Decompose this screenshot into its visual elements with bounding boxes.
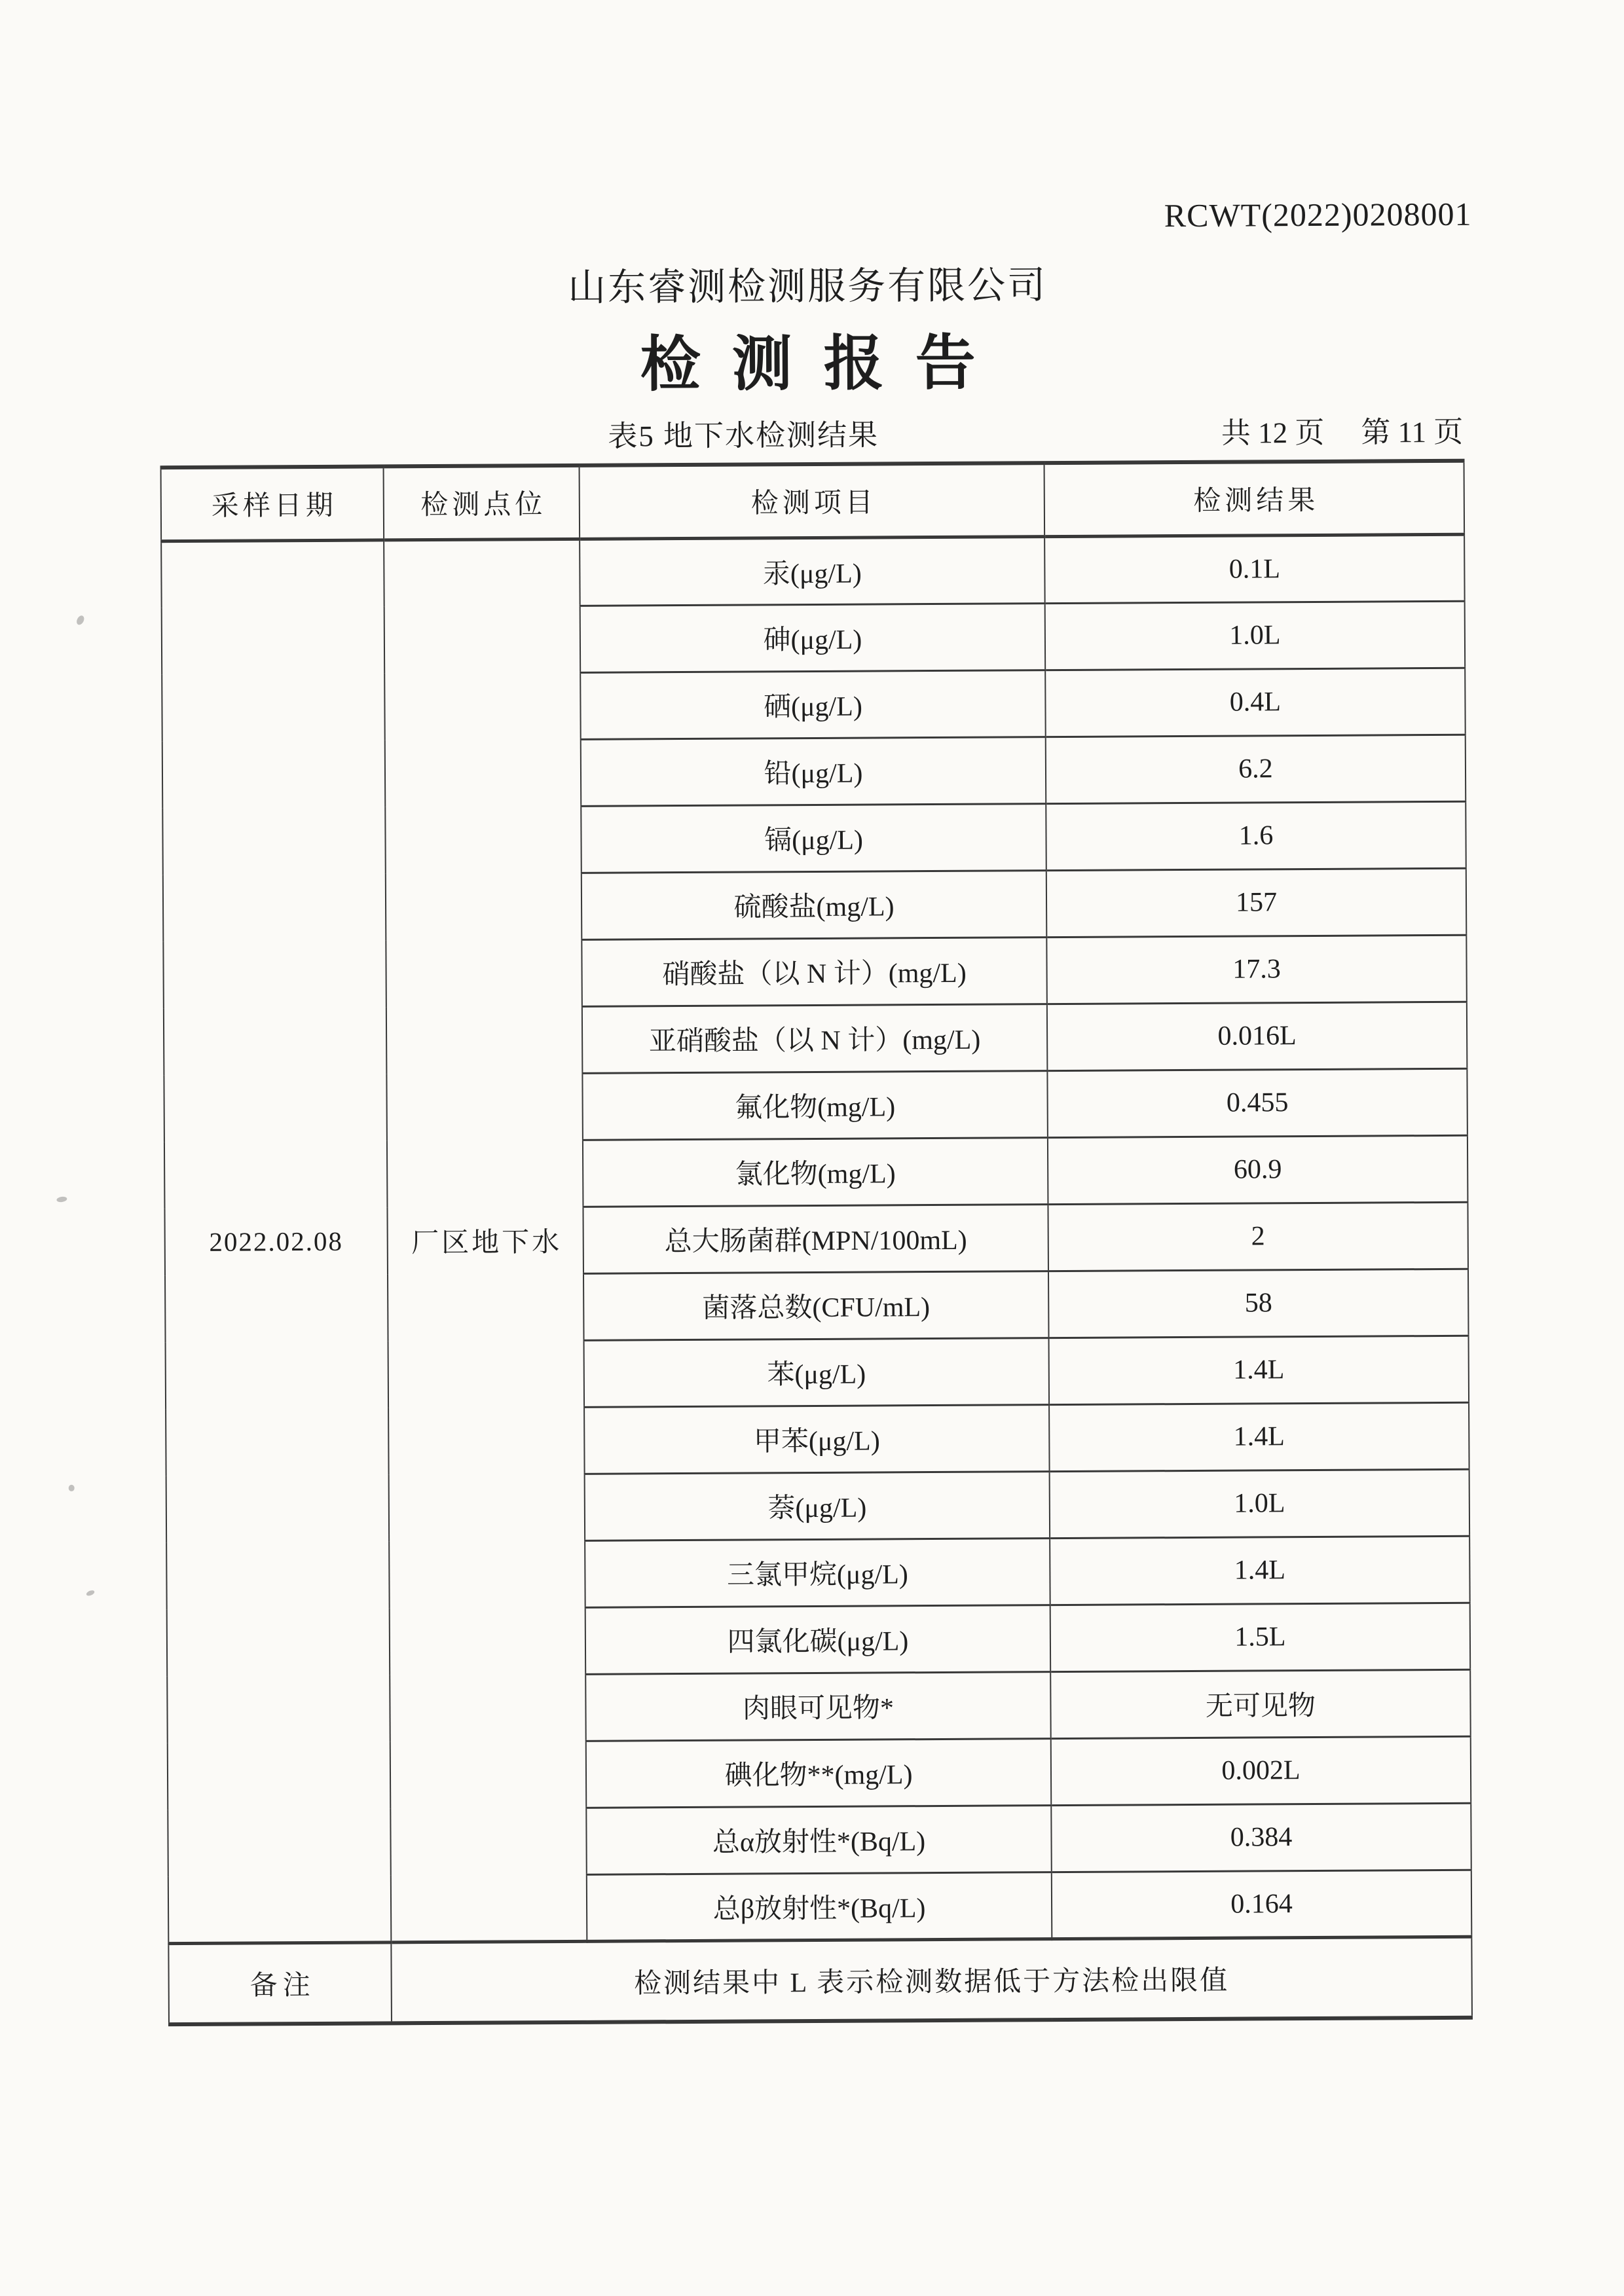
test-result-cell: 0.164 <box>1052 1870 1472 1939</box>
scan-speck <box>86 1590 96 1597</box>
test-item-cell: 砷(μg/L) <box>580 603 1046 672</box>
test-item-cell: 甲苯(μg/L) <box>584 1404 1050 1474</box>
header-row <box>161 461 1465 541</box>
remark-label-cell: 备注 <box>168 1942 392 2024</box>
scan-speck <box>75 614 86 626</box>
test-item-cell: 苯(μg/L) <box>584 1338 1050 1407</box>
col-header-test-result: 检测结果 <box>1044 461 1465 536</box>
test-result-cell: 1.5L <box>1050 1603 1471 1671</box>
remark-row <box>168 1937 1472 2024</box>
col-header-test-item: 检测项目 <box>580 463 1045 539</box>
table-row <box>161 534 1465 608</box>
pagination <box>1221 408 1464 452</box>
test-item-cell: 碘化物**(mg/L) <box>586 1738 1052 1808</box>
test-item-cell: 氟化物(mg/L) <box>582 1070 1048 1140</box>
test-item-cell: 硒(μg/L) <box>580 670 1046 739</box>
test-item-cell: 汞(μg/L) <box>580 536 1045 606</box>
test-result-cell: 60.9 <box>1048 1135 1468 1204</box>
test-item-cell: 氯化物(mg/L) <box>583 1137 1048 1207</box>
test-result-cell: 0.4L <box>1045 668 1466 737</box>
remark-text-cell: 检测结果中 L 表示检测数据低于方法检出限值 <box>391 1937 1472 2024</box>
test-result-cell: 0.455 <box>1047 1068 1467 1137</box>
report-title: 检测报告 <box>640 329 1007 399</box>
sample-date-cell: 2022.02.08 <box>161 539 391 1943</box>
test-item-cell: 肉眼可见物* <box>585 1671 1051 1741</box>
test-result-cell: 58 <box>1048 1269 1469 1338</box>
test-item-cell: 亚硝酸盐（以 N 计）(mg/L) <box>582 1004 1048 1073</box>
col-header-sample-point: 检测点位 <box>384 465 580 540</box>
test-result-cell: 1.4L <box>1049 1336 1469 1404</box>
test-item-cell: 四氯化碳(μg/L) <box>585 1605 1051 1674</box>
test-result-cell: 6.2 <box>1046 735 1466 803</box>
test-result-cell: 2 <box>1048 1202 1468 1271</box>
test-item-cell: 镉(μg/L) <box>581 803 1046 873</box>
test-result-cell: 17.3 <box>1046 935 1467 1004</box>
test-item-cell: 三氯甲烷(μg/L) <box>585 1538 1050 1607</box>
scan-speck <box>56 1196 67 1203</box>
test-item-cell: 铅(μg/L) <box>581 737 1046 806</box>
test-result-cell: 157 <box>1046 868 1467 937</box>
test-result-cell: 0.1L <box>1044 534 1465 603</box>
results-table <box>160 459 1473 2026</box>
scan-speck <box>69 1485 75 1491</box>
test-item-cell: 萘(μg/L) <box>585 1471 1050 1540</box>
test-result-cell: 1.0L <box>1050 1469 1470 1538</box>
table-caption-row <box>160 408 1463 457</box>
company-name: 山东睿测检测服务有限公司 <box>567 264 1048 309</box>
col-header-sample-date: 采样日期 <box>161 466 384 541</box>
test-result-cell: 0.384 <box>1051 1803 1471 1872</box>
test-result-cell: 无可见物 <box>1050 1669 1471 1738</box>
test-result-cell: 1.4L <box>1050 1536 1470 1605</box>
test-item-cell: 总α放射性*(Bq/L) <box>586 1805 1052 1874</box>
test-result-cell: 0.016L <box>1047 1002 1467 1070</box>
test-item-cell: 总大肠菌群(MPN/100mL) <box>583 1204 1048 1273</box>
report-number: RCWT(2022)0208001 <box>1164 195 1472 234</box>
test-item-cell: 硝酸盐（以 N 计）(mg/L) <box>581 937 1047 1006</box>
page-current: 第 11 页 <box>1361 415 1464 449</box>
test-item-cell: 总β放射性*(Bq/L) <box>587 1872 1052 1941</box>
test-result-cell: 1.6 <box>1046 801 1466 870</box>
sample-point-cell: 厂区地下水 <box>384 539 587 1942</box>
test-result-cell: 1.4L <box>1049 1402 1469 1471</box>
page-total: 共 12 页 <box>1221 416 1325 450</box>
test-item-cell: 硫酸盐(mg/L) <box>581 870 1047 939</box>
test-result-cell: 1.0L <box>1045 601 1466 670</box>
table-caption: 表5 地下水检测结果 <box>608 418 879 453</box>
test-item-cell: 菌落总数(CFU/mL) <box>583 1271 1049 1340</box>
results-tbody <box>161 534 1471 1943</box>
test-result-cell: 0.002L <box>1051 1736 1471 1805</box>
